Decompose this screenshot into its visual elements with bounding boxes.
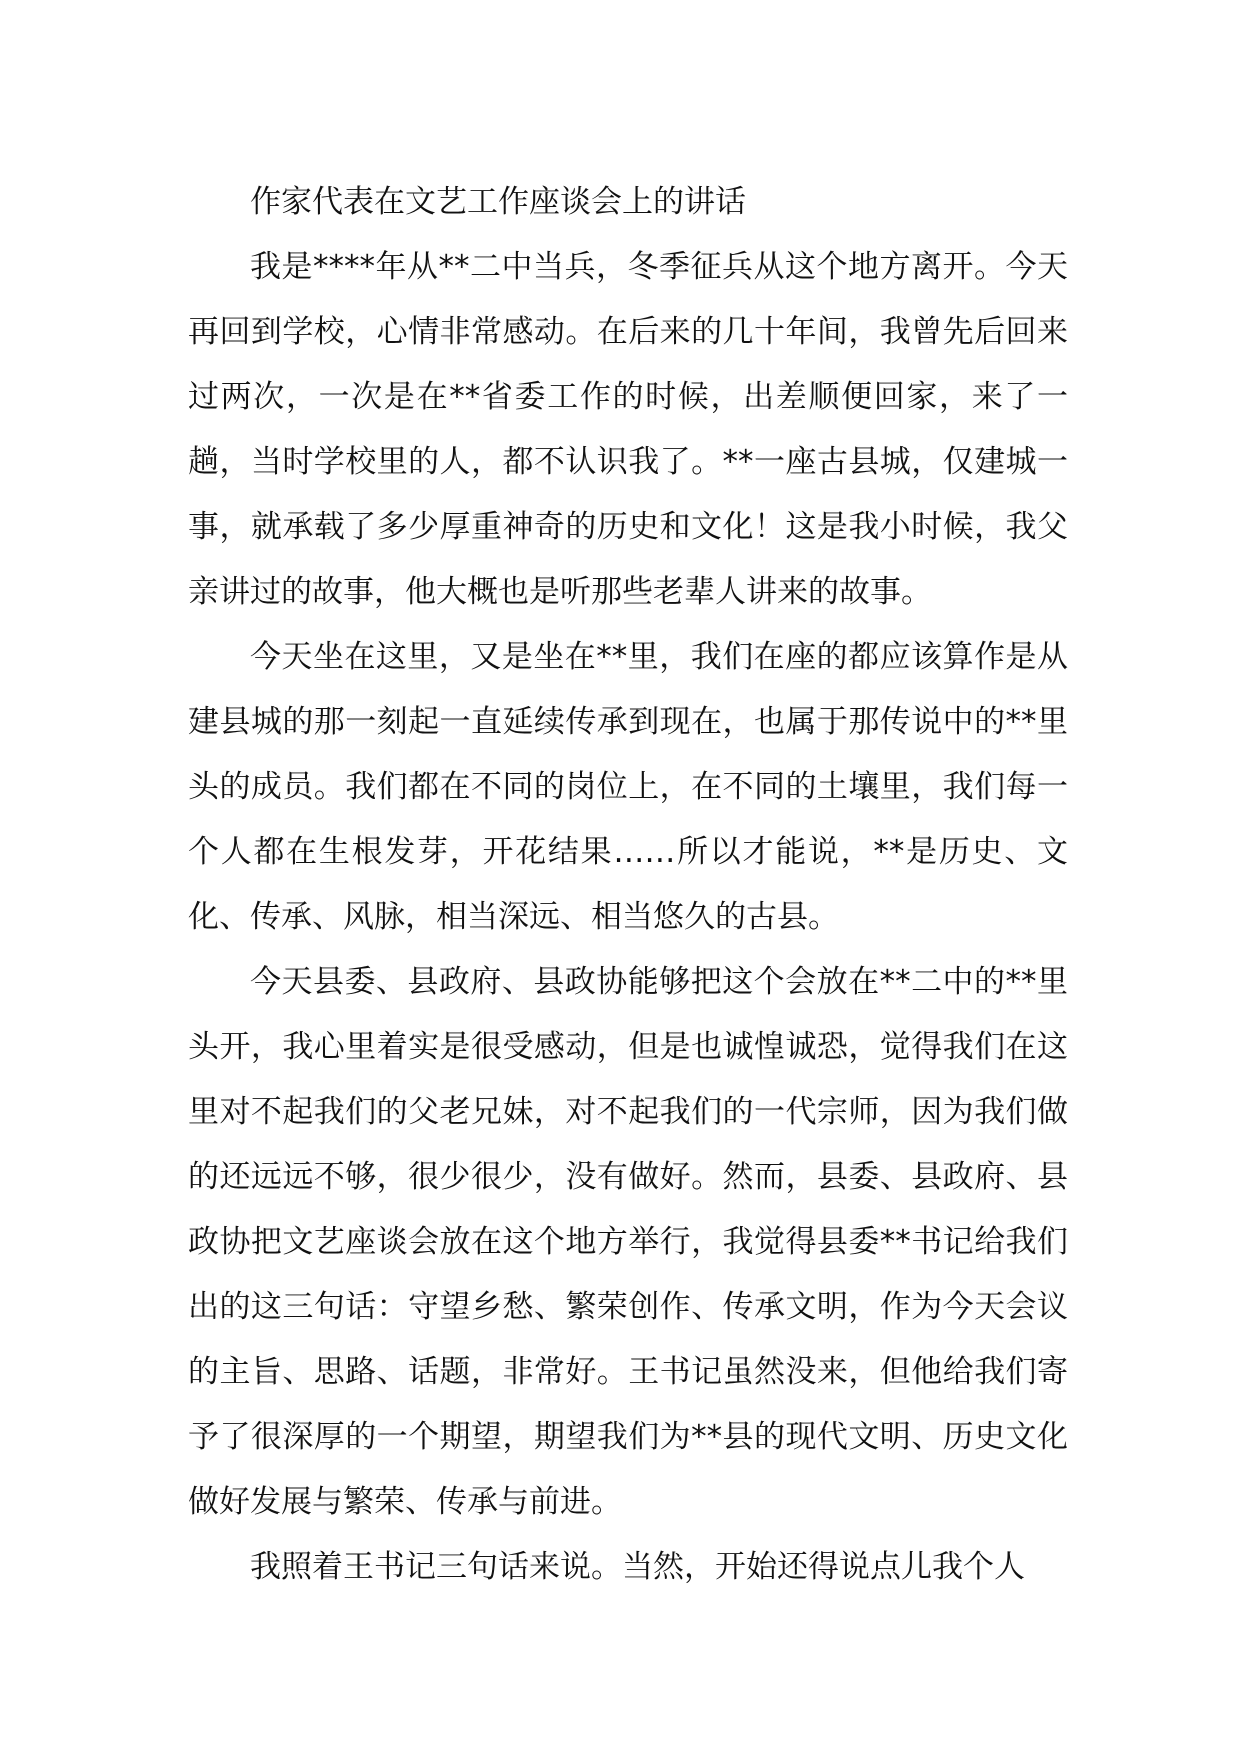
paragraph-1: 我是****年从**二中当兵，冬季征兵从这个地方离开。今天再回到学校，心情非常感动。在后来的几十年间，我曾先后回来过两次，一次是在**省委工作的时候，出差顺便回家，来了一趟，当时学校里的人，都不认识我了。**一座古县城，仅建城一事，就承载了多少厚重神奇的历史和文化！这是我小时候，我父亲讲过的故事，他大概也是听那些老辈人讲来的故事。 bbox=[188, 249, 1068, 610]
paragraph-3: 今天县委、县政府、县政协能够把这个会放在**二中的**里头开，我心里着实是很受感动，但是也诚惶诚恐，觉得我们在这里对不起我们的父老兄妹，对不起我们的一代宗师，因为我们做的还远远不够，很少很少，没有做好。然而，县委、县政府、县政协把文艺座谈会放在这个地方举行，我觉得县委**书记给我们出的这三句话：守望乡愁、繁荣创作、传承文明，作为今天会议的主旨、思路、话题，非常好。王书记虽然没来，但他给我们寄予了很深厚的一个期望，期望我们为**县的现代文明、历史文化做好发展与繁荣、传承与前进。 bbox=[188, 964, 1068, 1520]
document-title: 作家代表在文艺工作座谈会上的讲话 bbox=[250, 184, 746, 220]
paragraph-4: 我照着王书记三句话来说。当然，开始还得说点儿我个人 bbox=[250, 1549, 1025, 1585]
paragraph-2: 今天坐在这里，又是坐在**里，我们在座的都应该算作是从建县城的那一刻起一直延续传承到现在，也属于那传说中的**里头的成员。我们都在不同的岗位上，在不同的土壤里，我们每一个人都在生根发芽，开花结果……所以才能说，**是历史、文化、传承、风脉，相当深远、相当悠久的古县。 bbox=[188, 639, 1068, 935]
document-body bbox=[188, 170, 1068, 1600]
